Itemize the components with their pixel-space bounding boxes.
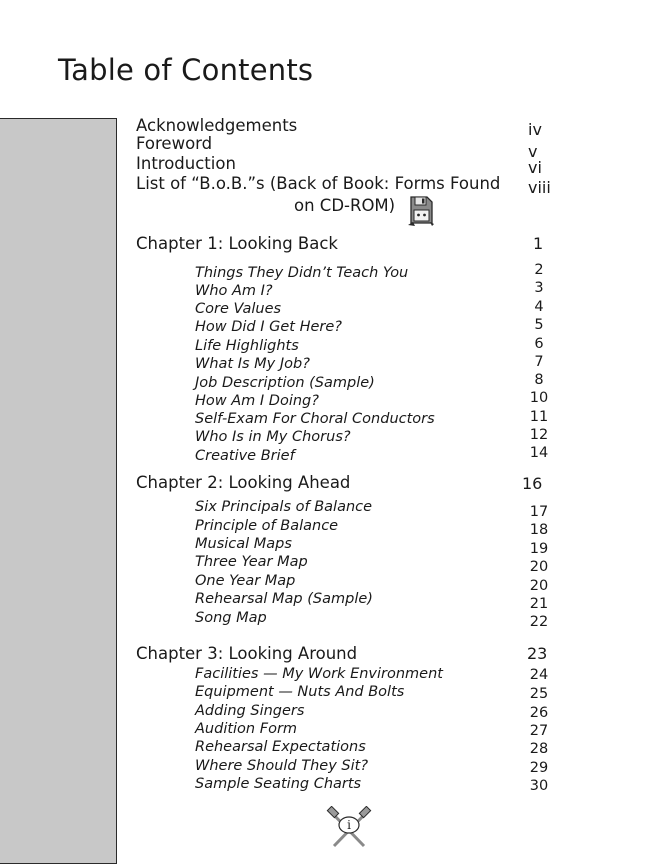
footer-page-number: i (347, 818, 351, 832)
toc-label: List of “B.o.B.”s (Back of Book: Forms Found (136, 174, 501, 193)
toc-entry-title: Equipment — Nuts And Bolts (195, 684, 405, 700)
toc-page-number: 7 (534, 354, 544, 370)
toc-page-number: 26 (529, 705, 549, 721)
toc-entry-title: Who Am I? (195, 283, 273, 299)
toc-page-number: 18 (529, 522, 549, 538)
toc-entry-title: Job Description (Sample) (195, 375, 375, 391)
toc-label: Introduction (136, 154, 236, 173)
toc-page-number: 11 (529, 409, 549, 425)
toc-page-number: 23 (527, 644, 548, 663)
toc-entry-title: One Year Map (195, 573, 296, 589)
toc-page-number: 16 (522, 474, 543, 493)
toc-page-number: 30 (529, 778, 549, 794)
toc-entry-title: Creative Brief (195, 448, 295, 464)
toc-entry-title: Rehearsal Expectations (195, 739, 366, 755)
toc-entry-title: What Is My Job? (195, 356, 310, 372)
toc-entry-title: Who Is in My Chorus? (195, 429, 351, 445)
toc-entry-title: Core Values (195, 301, 282, 317)
cd-rom-disk-icon (405, 193, 435, 227)
toc-entry-title: Life Highlights (195, 338, 299, 354)
toc-page-number: iv (528, 120, 542, 139)
toc-page-number: 8 (534, 372, 544, 388)
toc-page-number: 10 (529, 390, 549, 406)
toc-entry-title: Adding Singers (195, 703, 305, 719)
toc-page-number: 4 (534, 299, 544, 315)
toc-page-number: 17 (529, 504, 549, 520)
toc-entry-title: Things They Didn’t Teach You (195, 265, 409, 281)
toc-page-number: 20 (529, 578, 549, 594)
toc-page-number: 19 (529, 541, 549, 557)
toc-front-bob-list-continuation: on CD-ROM) (294, 196, 396, 215)
toc-page-number: viii (528, 178, 551, 197)
toc-page-number: 1 (533, 234, 544, 253)
toc-page-number: 25 (529, 686, 549, 702)
toc-page-number: 6 (534, 336, 544, 352)
toc-page-number: v (528, 142, 538, 161)
toc-page-number: vi (528, 158, 542, 177)
toc-page-number: 27 (529, 723, 549, 739)
toc-entry-title: Self-Exam For Choral Conductors (195, 411, 435, 427)
toc-page-number: 2 (534, 262, 544, 278)
toc-page-number: 22 (529, 614, 549, 630)
toc-entry-title: Song Map (195, 610, 267, 626)
toc-entry-title: Six Principals of Balance (195, 499, 373, 515)
toc-page-number: 21 (529, 596, 549, 612)
toc-entry-title: How Did I Get Here? (195, 319, 342, 335)
gray-side-panel (0, 118, 117, 864)
toc-entry-title: Sample Seating Charts (195, 776, 362, 792)
toc-page-number: 12 (529, 427, 549, 443)
toc-chapter-title: Chapter 2: Looking Ahead (136, 473, 351, 492)
toc-entry-title: Where Should They Sit? (195, 758, 369, 774)
toc-entry-title: How Am I Doing? (195, 393, 319, 409)
toc-page-number: 14 (529, 445, 549, 461)
toc-entry-title: Facilities — My Work Environment (195, 666, 443, 682)
toc-page-number: 5 (534, 317, 544, 333)
toc-entry-title: Rehearsal Map (Sample) (195, 591, 373, 607)
toc-entry-title: Three Year Map (195, 554, 308, 570)
toc-entry-title: Musical Maps (195, 536, 292, 552)
toc-chapter-title: Chapter 1: Looking Back (136, 234, 338, 253)
toc-page-number: 24 (529, 667, 549, 683)
toc-chapter-title: Chapter 3: Looking Around (136, 644, 358, 663)
toc-page-number: 28 (529, 741, 549, 757)
toc-page-number: 20 (529, 559, 549, 575)
toc-entry-title: Principle of Balance (195, 518, 339, 534)
toc-label: Acknowledgements (136, 116, 298, 135)
page-title: Table of Contents (58, 53, 314, 87)
toc-entry-title: Audition Form (195, 721, 298, 737)
toc-page-number: 29 (529, 760, 549, 776)
toc-label: Foreword (136, 134, 213, 153)
toc-page-number: 3 (534, 280, 544, 296)
